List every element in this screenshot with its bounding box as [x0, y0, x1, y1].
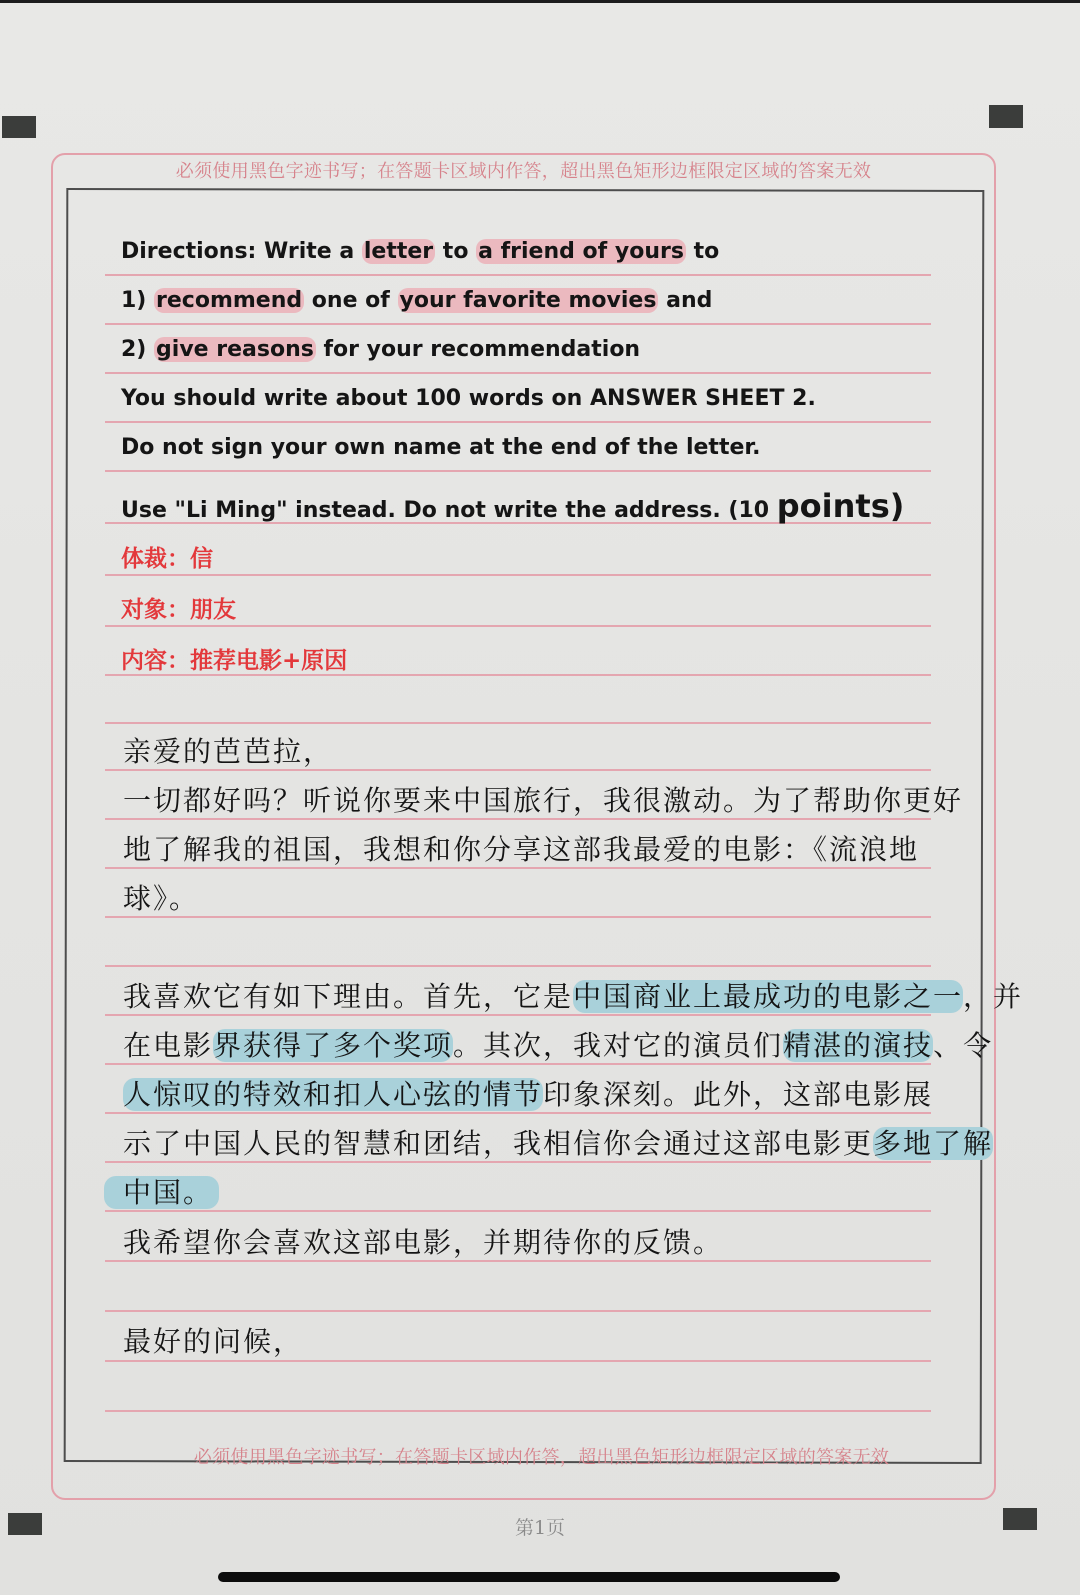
- directions-line-3: [121, 337, 640, 362]
- ruled-line: [105, 421, 931, 423]
- directions-points: points): [776, 487, 905, 525]
- ruled-line: [105, 916, 931, 918]
- directions-text: 1): [121, 288, 155, 313]
- letter-line: [123, 975, 1023, 1015]
- alignment-marker: [2, 116, 36, 138]
- highlight-blue: 精湛的演技: [783, 1029, 934, 1062]
- letter-closing: 最好的问候，: [123, 1325, 304, 1358]
- letter-line: [123, 1073, 933, 1113]
- directions-line-2: [121, 288, 712, 313]
- directions-text: and: [658, 288, 713, 313]
- letter-line: [123, 1024, 993, 1064]
- letter-text: 我喜欢它有如下理由。首先，它是: [123, 980, 574, 1013]
- note-audience: 对象：朋友: [121, 597, 236, 623]
- note-genre: 体裁：信: [121, 546, 213, 572]
- ruled-line: [105, 470, 931, 472]
- letter-line: 我希望你会喜欢这部电影，并期待你的反馈。: [123, 1226, 724, 1259]
- page-number: 第1页: [514, 1517, 566, 1539]
- answer-area-frame: [64, 188, 985, 1464]
- ruled-line: [105, 965, 931, 967]
- directions-line-5: Do not sign your own name at the end of the letter.: [121, 435, 761, 460]
- letter-greeting: 亲爱的芭芭拉，: [123, 735, 334, 768]
- ruled-line: [105, 1210, 931, 1212]
- directions-line-4: You should write about 100 words on ANSWER SHEET 2.: [121, 386, 816, 411]
- highlight-letter: letter: [363, 239, 434, 264]
- letter-line: 球》。: [123, 882, 200, 915]
- warning-bottom: 必须使用黑色字迹书写；在答题卡区域内作答，超出黑色矩形边框限定区域的答案无效: [193, 1447, 890, 1468]
- directions-text: for your recommendation: [315, 337, 641, 362]
- ruled-line: [105, 1360, 931, 1362]
- alignment-marker: [989, 105, 1023, 128]
- highlight-friend: a friend of yours: [478, 239, 684, 264]
- letter-text: 在电影: [123, 1029, 214, 1062]
- directions-line-1: [121, 239, 719, 264]
- highlight-blue: 中国。: [104, 1176, 219, 1209]
- note-content: 内容：推荐电影+原因: [121, 648, 348, 674]
- directions-text: one of: [304, 288, 398, 313]
- letter-line: 一切都好吗？听说你要来中国旅行，我很激动。为了帮助你更好: [123, 784, 964, 817]
- letter-line: 地了解我的祖国，我想和你分享这部我最爱的电影：《流浪地: [123, 833, 920, 866]
- warning-top: 必须使用黑色字迹书写；在答题卡区域内作答，超出黑色矩形边框限定区域的答案无效: [175, 161, 872, 182]
- letter-line: [104, 1171, 219, 1211]
- letter-text: 。其次，我对它的演员们: [453, 1029, 784, 1062]
- letter-text: 印象深刻。此外，这部电影展: [543, 1078, 934, 1111]
- letter-text: ，并: [963, 980, 1024, 1013]
- highlight-blue: 多地了解: [873, 1127, 994, 1160]
- highlight-recommend: recommend: [156, 288, 303, 313]
- highlight-reasons: give reasons: [156, 337, 314, 362]
- ruled-line: [105, 323, 931, 325]
- ruled-line: [105, 722, 931, 724]
- highlight-blue: 中国商业上最成功的电影之一: [573, 980, 964, 1013]
- letter-text: 示了中国人民的智慧和团结，我相信你会通过这部电影更: [123, 1127, 874, 1160]
- ruled-line: [105, 1310, 931, 1312]
- ruled-line: [105, 574, 931, 576]
- letter-line: [123, 1122, 993, 1162]
- ruled-line: [105, 274, 931, 276]
- ruled-line: [105, 372, 931, 374]
- answer-sheet-page: [0, 3, 1080, 1595]
- directions-text: Use "Li Ming" instead. Do not write the address. (10: [121, 498, 777, 523]
- directions-text: 2): [121, 337, 155, 362]
- directions-text: to: [435, 239, 477, 264]
- highlight-movies: your favorite movies: [399, 288, 657, 313]
- directions-text: to: [685, 239, 720, 264]
- letter-text: 、令: [933, 1029, 994, 1062]
- directions-text: Directions: Write a: [121, 239, 362, 264]
- home-indicator[interactable]: [218, 1572, 840, 1582]
- highlight-blue: 界获得了多个奖项: [213, 1029, 454, 1062]
- ruled-line: [105, 1410, 931, 1412]
- highlight-blue: 人惊叹的特效和扣人心弦的情节: [123, 1078, 544, 1111]
- directions-line-6: [121, 487, 904, 525]
- ruled-line: [105, 625, 931, 627]
